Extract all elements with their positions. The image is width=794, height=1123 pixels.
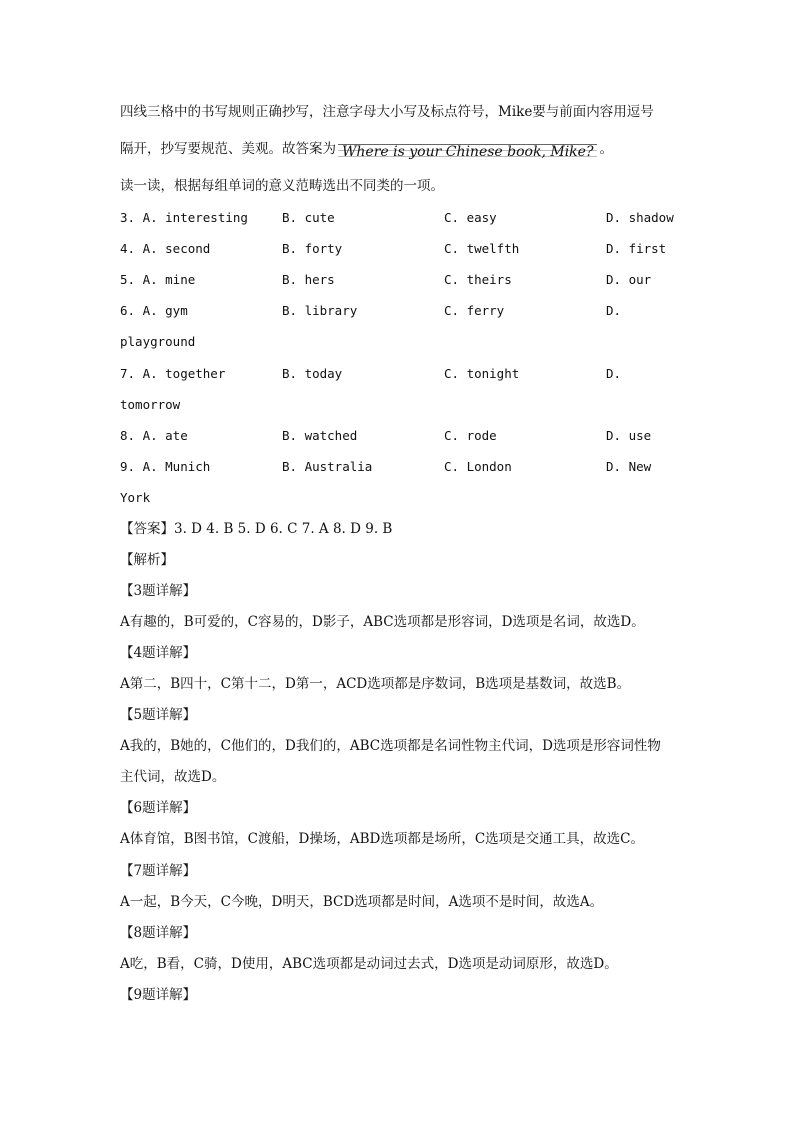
q7-option-b: B. today — [282, 366, 343, 381]
detail-5-text-cont: 主代词，故选D。 — [120, 769, 226, 785]
detail-4-title: 【4题详解】 — [120, 645, 197, 661]
q3-option-c: C. easy — [444, 210, 497, 225]
q9-option-d: D. New — [606, 459, 652, 474]
q8-option-d: D. use — [606, 428, 652, 443]
intro-line-2 — [120, 140, 613, 162]
q5-option-b: B. hers — [282, 272, 335, 287]
detail-3-title: 【3题详解】 — [120, 583, 197, 599]
answer-line: 【答案】3. D 4. B 5. D 6. C 7. A 8. D 9. B — [120, 521, 393, 537]
q6-option-d: D. — [606, 303, 622, 318]
analysis-title: 【解析】 — [120, 552, 174, 568]
detail-5-title: 【5题详解】 — [120, 707, 197, 723]
q4-option-a: 4. A. second — [120, 241, 211, 256]
q7-option-d: D. — [606, 366, 622, 381]
q6-option-b: B. library — [282, 303, 358, 318]
q8-option-c: C. rode — [444, 428, 497, 443]
q9-option-b: B. Australia — [282, 459, 373, 474]
q3-option-d: D. shadow — [606, 210, 674, 225]
q7-option-a: 7. A. together — [120, 366, 226, 381]
detail-4-text: A第二，B四十，C第十二，D第一，ACD选项都是序数词，B选项是基数词，故选B。 — [120, 676, 631, 692]
q5-option-d: D. our — [606, 272, 652, 287]
detail-6-title: 【6题详解】 — [120, 800, 197, 816]
detail-9-title: 【9题详解】 — [120, 987, 197, 1003]
instruction: 读一读，根据每组单词的意义范畴选出不同类的一项。 — [120, 178, 444, 194]
detail-8-title: 【8题详解】 — [120, 925, 197, 941]
intro-line-2-post: 。 — [599, 141, 613, 157]
q8-option-a: 8. A. ate — [120, 428, 188, 443]
detail-8-text: A吃，B看，C骑，D使用，ABC选项都是动词过去式，D选项是动词原形，故选D。 — [120, 956, 618, 972]
q6-option-a: 6. A. gym — [120, 303, 188, 318]
q9-option-c: C. London — [444, 459, 512, 474]
q4-option-c: C. twelfth — [444, 241, 520, 256]
q5-option-a: 5. A. mine — [120, 272, 196, 287]
q8-option-b: B. watched — [282, 428, 358, 443]
q6-option-d-wrap: playground — [120, 334, 196, 349]
q3-option-b: B. cute — [282, 210, 335, 225]
intro-line-2-pre: 隔开，抄写要规范、美观。故答案为 — [120, 141, 336, 157]
q7-option-c: C. tonight — [444, 366, 520, 381]
detail-6-text: A体育馆，B图书馆，C渡船，D操场，ABD选项都是场所，C选项是交通工具，故选C。 — [120, 831, 644, 847]
q9-option-a: 9. A. Munich — [120, 459, 211, 474]
handwritten-answer: Where is your Chinese book, Mike? — [338, 142, 597, 162]
q4-option-d: D. first — [606, 241, 667, 256]
q4-option-b: B. forty — [282, 241, 343, 256]
detail-7-title: 【7题详解】 — [120, 863, 197, 879]
q9-option-d-wrap: York — [120, 490, 151, 505]
detail-7-text: A一起，B今天，C今晚，D明天，BCD选项都是时间，A选项不是时间，故选A。 — [120, 894, 604, 910]
q5-option-c: C. theirs — [444, 272, 512, 287]
q6-option-c: C. ferry — [444, 303, 505, 318]
detail-3-text: A有趣的，B可爱的，C容易的，D影子，ABC选项都是形容词，D选项是名词，故选D。 — [120, 614, 645, 630]
q3-option-a: 3. A. interesting — [120, 210, 248, 225]
detail-5-text: A我的，B她的，C他们的，D我们的，ABC选项都是名词性物主代词，D选项是形容词性物 — [120, 738, 661, 754]
intro-line-1: 四线三格中的书写规则正确抄写，注意字母大小写及标点符号，Mike要与前面内容用逗号 — [120, 104, 654, 120]
q7-option-d-wrap: tomorrow — [120, 397, 181, 412]
